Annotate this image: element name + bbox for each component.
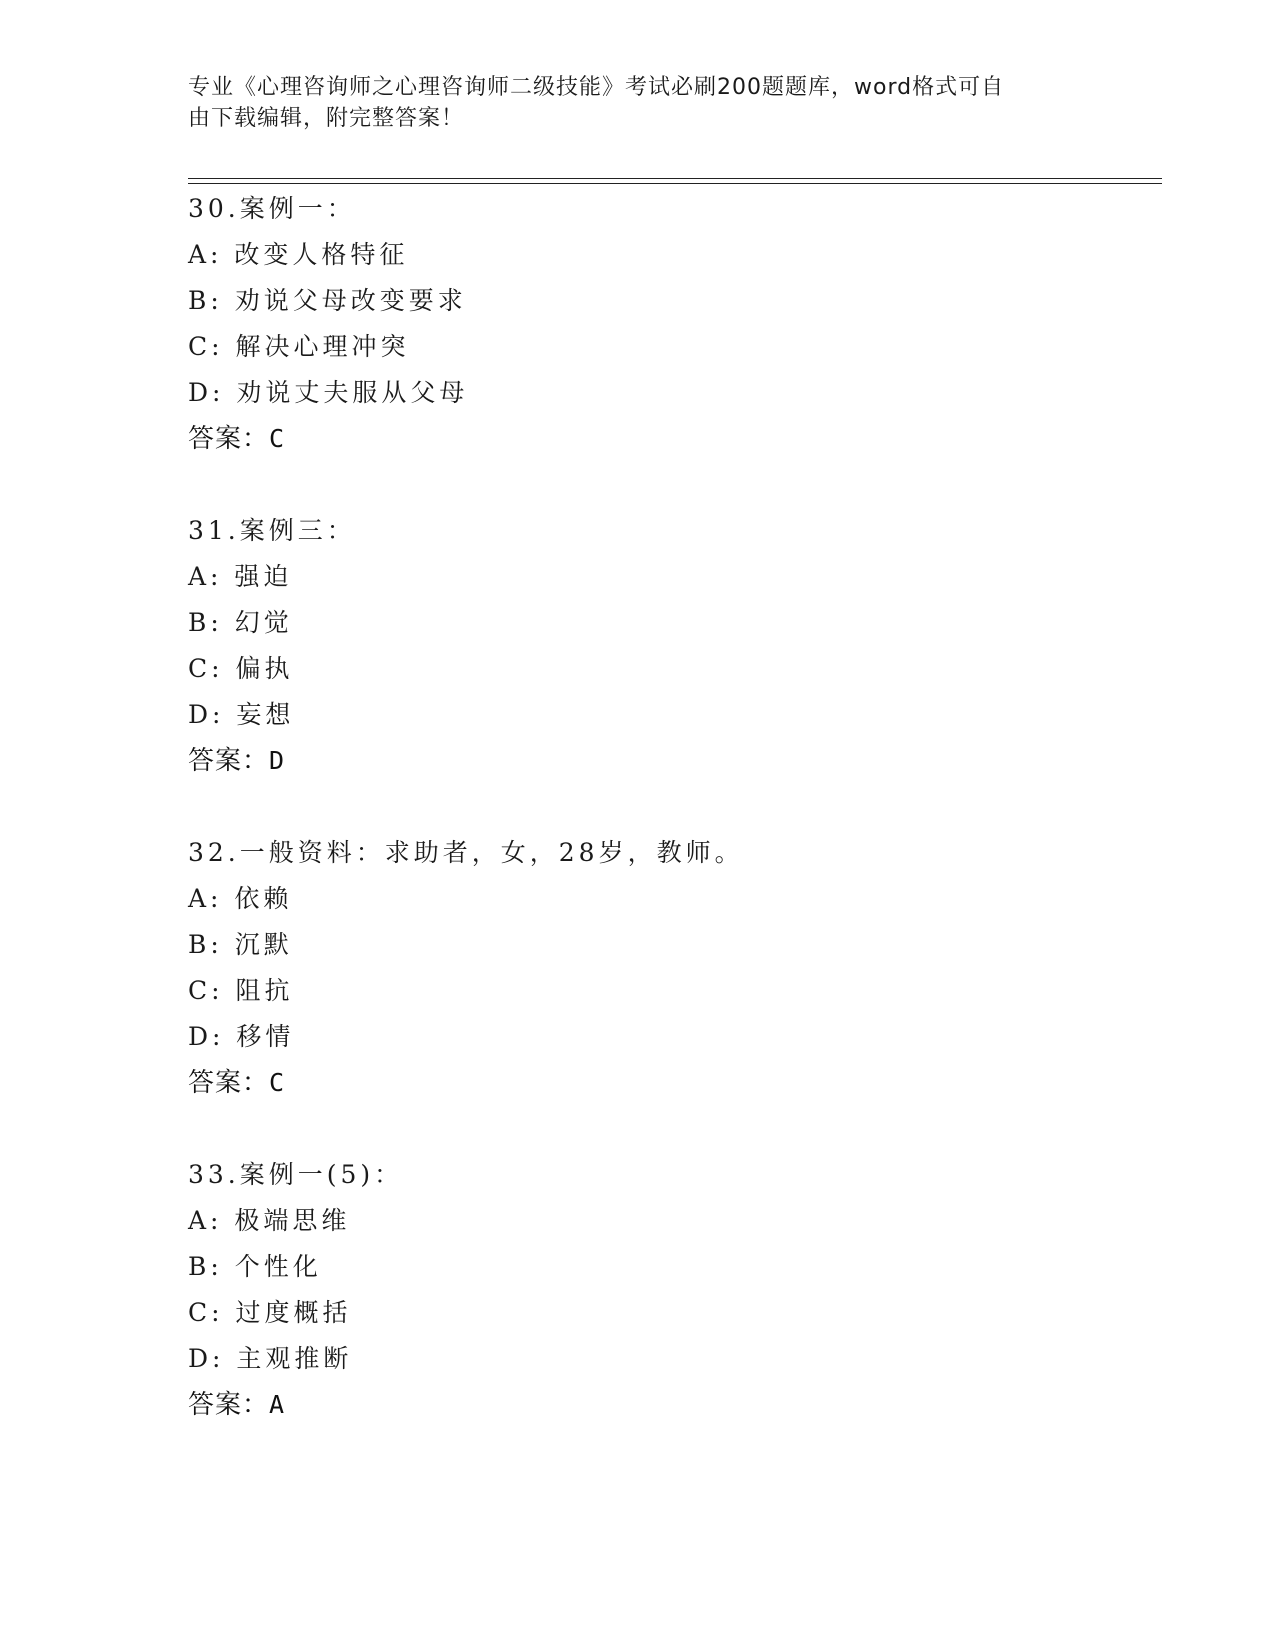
question-32 (188, 830, 1088, 1106)
answer-value: C (269, 424, 286, 453)
option-d: D: 主观推断 (188, 1344, 353, 1373)
header-divider (188, 178, 1162, 184)
question-31 (188, 508, 1088, 784)
option-b: B: 劝说父母改变要求 (188, 286, 467, 315)
question-33 (188, 1152, 1088, 1428)
option-a: A: 改变人格特征 (188, 240, 409, 269)
option-a: A: 依赖 (188, 884, 293, 913)
answer-label: 答案： (188, 1390, 270, 1420)
answer-value: D (269, 746, 286, 775)
document-header (188, 72, 1068, 134)
option-b: B: 幻觉 (188, 608, 293, 637)
answer-label: 答案： (188, 424, 270, 454)
question-30 (188, 186, 1088, 462)
option-d: D: 移情 (188, 1022, 295, 1051)
answer-label: 答案： (188, 1068, 270, 1098)
option-a: A: 强迫 (188, 562, 293, 591)
answer-line (188, 416, 1088, 462)
answer-line (188, 738, 1088, 784)
header-line-2: 由下载编辑，附完整答案！ (188, 106, 465, 131)
option-b: B: 个性化 (188, 1252, 322, 1281)
answer-value: A (269, 1390, 286, 1419)
question-title: 32.一般资料：求助者，女，28岁，教师。 (188, 838, 744, 867)
option-c: C: 阻抗 (188, 976, 294, 1005)
option-c: C: 过度概括 (188, 1298, 352, 1327)
option-c: C: 解决心理冲突 (188, 332, 410, 361)
option-c: C: 偏执 (188, 654, 294, 683)
header-line-1: 专业《心理咨询师之心理咨询师二级技能》考试必刷200题题库，word格式可自 (188, 75, 1005, 100)
option-b: B: 沉默 (188, 930, 293, 959)
answer-label: 答案： (188, 746, 270, 776)
answer-line (188, 1382, 1088, 1428)
question-title: 31.案例三： (188, 516, 356, 545)
option-d: D: 劝说丈夫服从父母 (188, 378, 469, 407)
answer-value: C (269, 1068, 286, 1097)
option-d: D: 妄想 (188, 700, 295, 729)
answer-line (188, 1060, 1088, 1106)
question-title: 33.案例一(5)： (188, 1160, 404, 1189)
option-a: A: 极端思维 (188, 1206, 351, 1235)
question-title: 30.案例一： (188, 194, 356, 223)
